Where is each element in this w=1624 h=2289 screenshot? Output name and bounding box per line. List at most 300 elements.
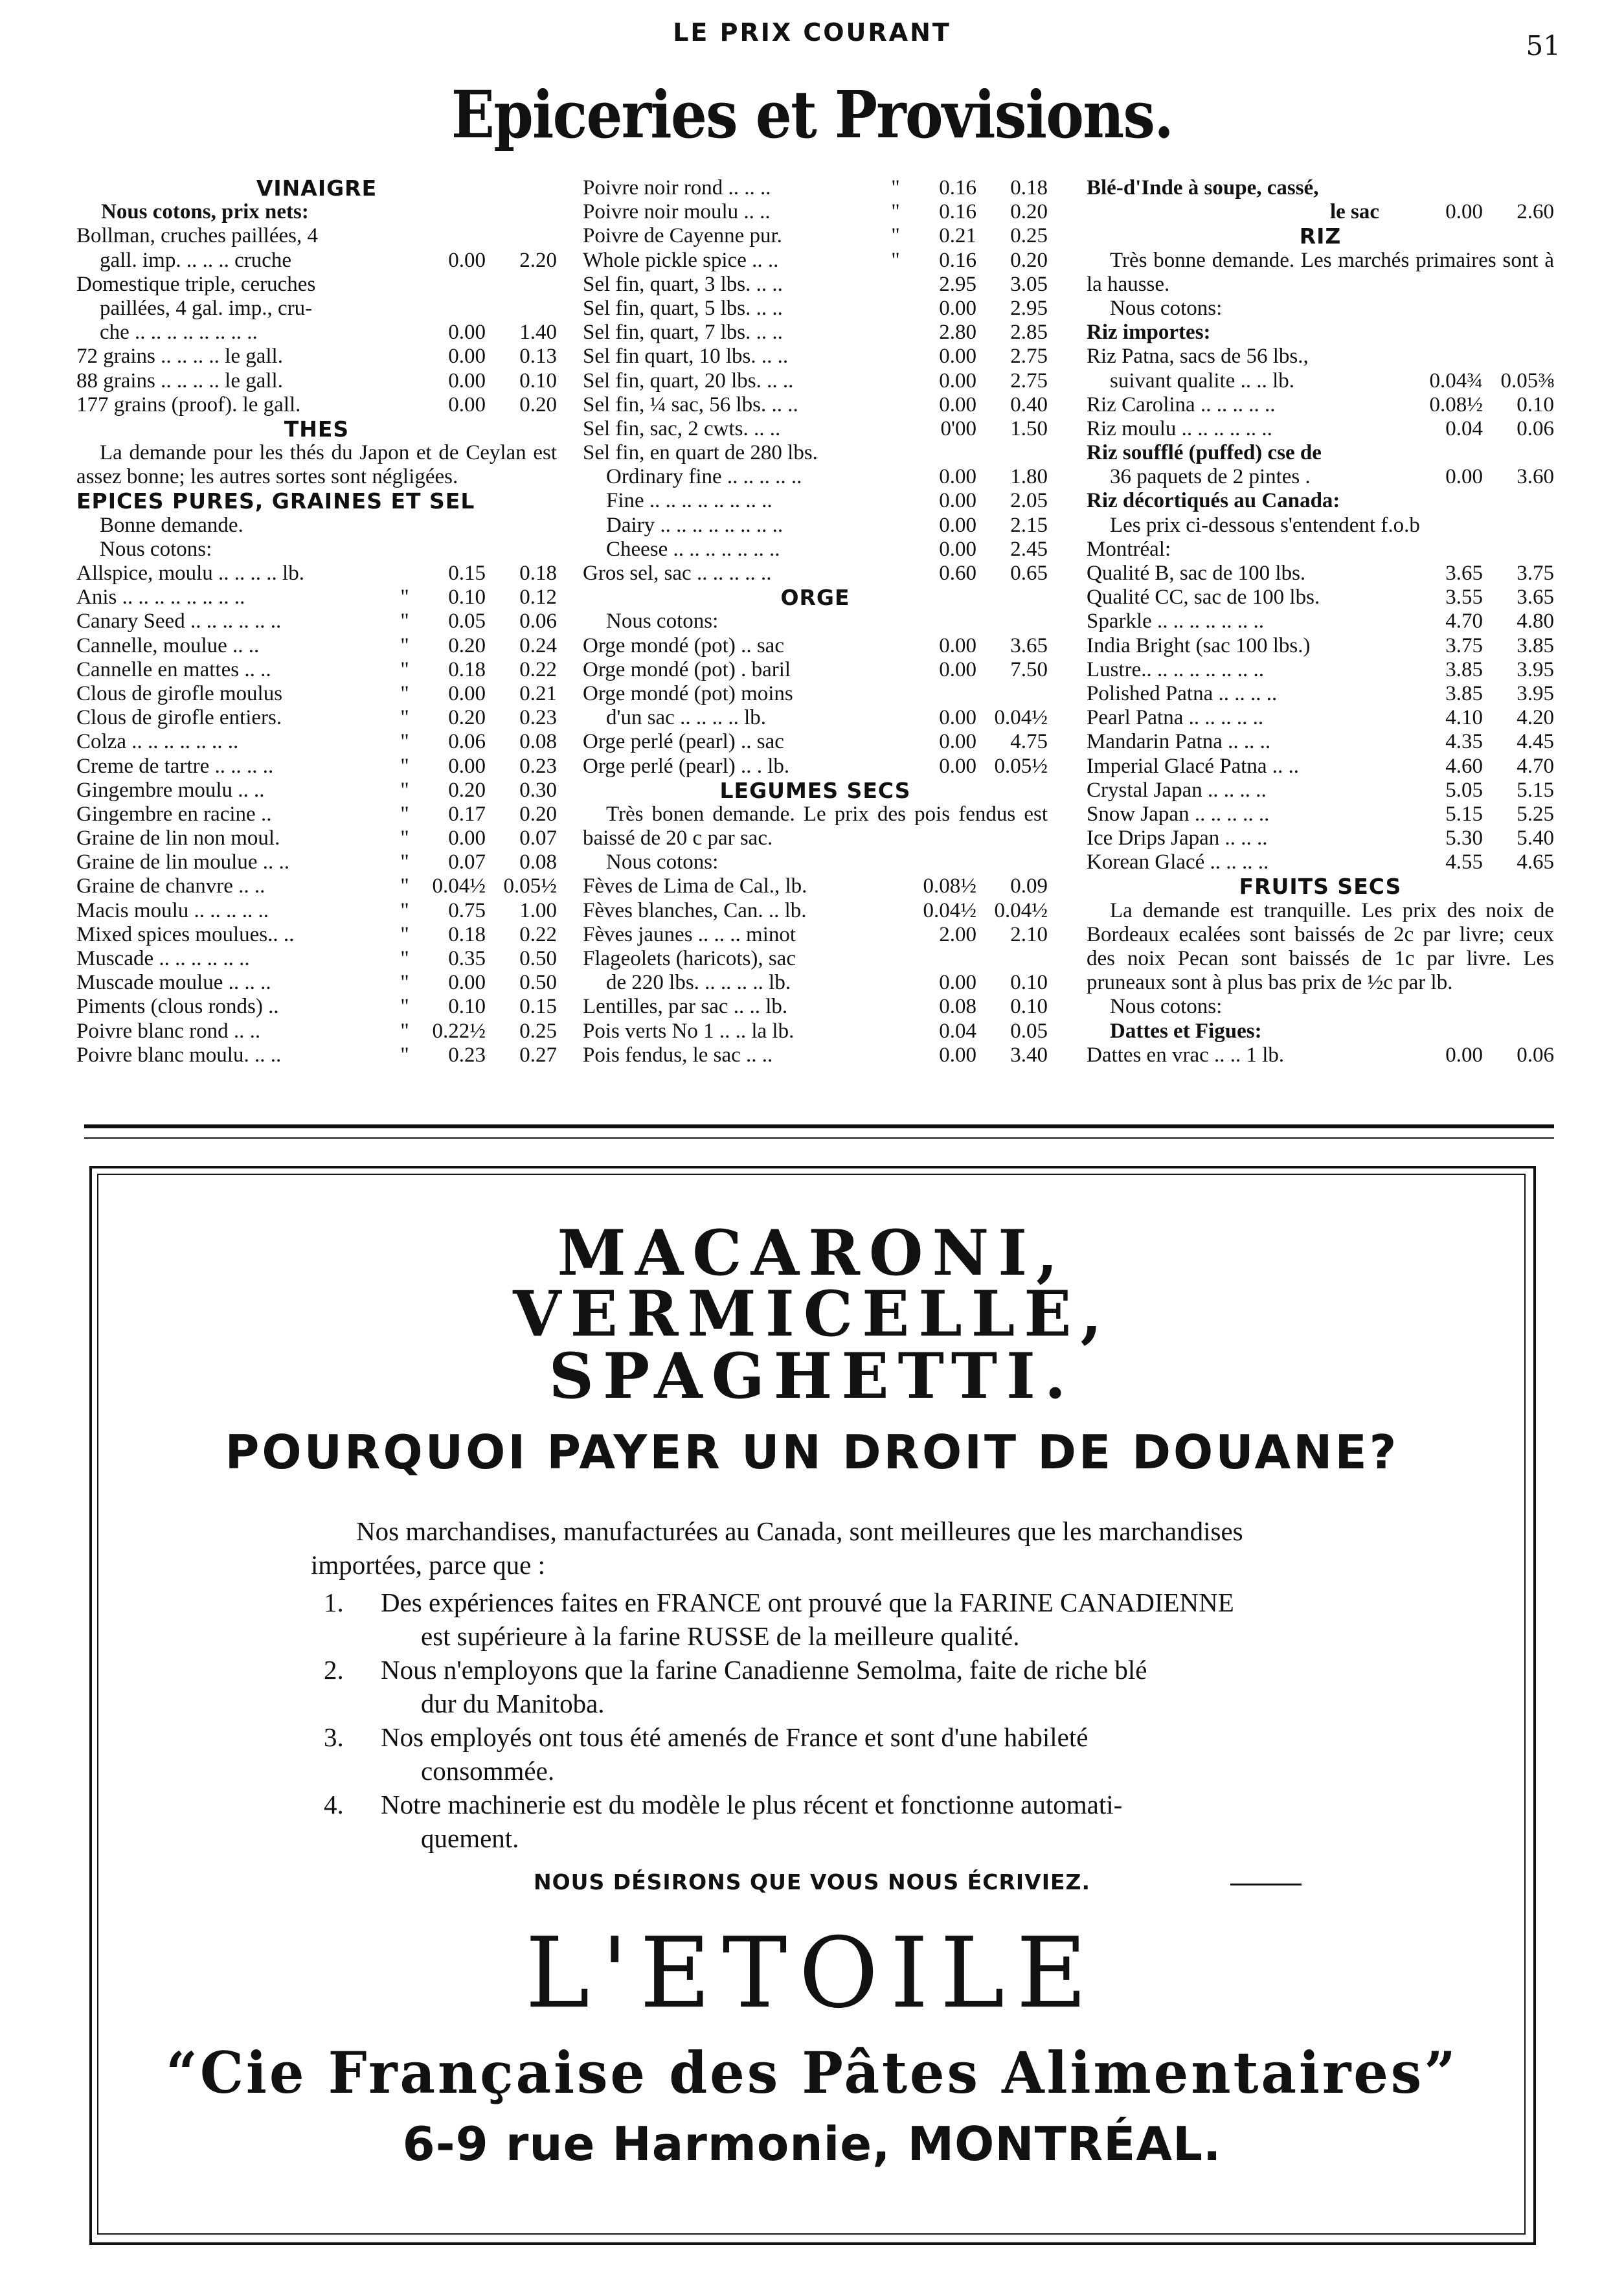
- price-high: 0.10: [1010, 995, 1048, 1019]
- item-name: Colza .. .. .. .. .. .. ..: [76, 730, 239, 754]
- item-name: Graine de chanvre .. ..: [76, 874, 265, 898]
- item-name: Mandarin Patna .. .. ..: [1087, 730, 1271, 754]
- price-high: 3.95: [1517, 657, 1554, 681]
- price-low: 0.10: [448, 995, 486, 1019]
- price-row: [583, 923, 1048, 947]
- price-high: 4.20: [1517, 706, 1554, 730]
- item-name: Crystal Japan .. .. .. ..: [1087, 778, 1267, 802]
- price-low: 0.00: [1445, 1043, 1483, 1067]
- price-high: 1.00: [519, 898, 557, 922]
- item-name: Sel fin, quart, 7 lbs. .. ..: [583, 321, 783, 345]
- price-row: [76, 995, 557, 1019]
- item-name: Lentilles, par sac .. .. lb.: [583, 995, 788, 1019]
- price-row: [1087, 586, 1554, 609]
- item-name: Dattes en vrac .. .. 1 lb.: [1087, 1043, 1285, 1067]
- price-high: 0.20: [1010, 248, 1048, 272]
- item-name: India Bright (sac 100 lbs.): [1087, 633, 1311, 657]
- item-name: Ordinary fine .. .. .. .. ..: [606, 465, 802, 489]
- price-low: 0.00: [1445, 465, 1483, 489]
- price-row: [1087, 417, 1554, 441]
- price-row: [583, 538, 1048, 562]
- price-low: 3.85: [1445, 681, 1483, 705]
- item-label-line: Riz Patna, sacs de 56 lbs.,: [1087, 345, 1309, 369]
- item-label-line: Nous cotons:: [1110, 995, 1223, 1019]
- item-name: Anis .. .. .. .. .. .. .. ..: [76, 586, 245, 609]
- price-low: 0.16: [939, 248, 976, 272]
- price-high: 3.05: [1010, 272, 1048, 296]
- item-name: Macis moulu .. .. .. .. ..: [76, 898, 269, 922]
- market-note: Très bonen demande. Le prix des pois fendus est baissé de 20 c par sac.: [583, 802, 1048, 850]
- item-name: 177 grains (proof). le gall.: [76, 393, 301, 416]
- price-high: 0.09: [1010, 874, 1048, 898]
- price-row: [76, 562, 557, 586]
- price-row: [1087, 634, 1554, 658]
- price-high: 4.45: [1517, 730, 1554, 754]
- price-high: 0.50: [519, 947, 557, 971]
- item-name: Canary Seed .. .. .. .. .. ..: [76, 609, 282, 633]
- item-name: Orge mondé (pot) . baril: [583, 657, 791, 681]
- item-label-line: Nous cotons:: [606, 609, 719, 633]
- section-heading: RIZ: [1299, 223, 1342, 249]
- item-name: Polished Patna .. .. .. ..: [1087, 681, 1278, 705]
- price-high: 0.65: [1010, 562, 1048, 585]
- price-high: 4.75: [1010, 730, 1048, 754]
- ad-item-number: 2.: [324, 1655, 344, 1685]
- ad-brand: L'ETOILE: [525, 1917, 1099, 2030]
- price-high: 0.18: [1010, 176, 1048, 199]
- item-name: Graine de lin moulue .. ..: [76, 850, 290, 874]
- ditto-mark: ": [400, 947, 409, 971]
- price-row: [76, 947, 557, 971]
- price-high: 0.06: [519, 609, 557, 633]
- price-row: [76, 779, 557, 803]
- ditto-mark: ": [891, 176, 900, 199]
- price-row: [583, 874, 1048, 898]
- price-high: 0.22: [519, 922, 557, 946]
- price-row: [583, 730, 1048, 754]
- price-low: 5.15: [1445, 802, 1483, 826]
- item-label-line: Riz soufflé (puffed) cse de: [1087, 441, 1322, 465]
- item-label-line: Bollman, cruches paillées, 4: [76, 224, 318, 248]
- ad-item-text-cont: dur du Manitoba.: [421, 1689, 605, 1718]
- ditto-mark: ": [400, 850, 409, 874]
- item-name: Clous de girofle entiers.: [76, 706, 282, 730]
- price-low: 0.00: [939, 1043, 976, 1067]
- item-name: Pois verts No 1 .. .. la lb.: [583, 1019, 795, 1043]
- price-row: [1087, 682, 1554, 706]
- ad-item: [324, 1653, 1308, 1720]
- price-low: 2.80: [939, 321, 976, 345]
- item-name: che .. .. .. .. .. .. .. ..: [100, 321, 258, 345]
- price-low: 0.04½: [432, 874, 486, 898]
- price-row: [1087, 803, 1554, 826]
- ditto-mark: ": [400, 995, 409, 1019]
- price-high: 0.25: [519, 1019, 557, 1043]
- price-low: 0.04: [939, 1019, 976, 1043]
- item-name: Orge perlé (pearl) .. . lb.: [583, 754, 790, 778]
- price-low: 0.00: [448, 971, 486, 995]
- item-name: 88 grains .. .. .. .. le gall.: [76, 369, 283, 393]
- price-low: 0.35: [448, 947, 486, 971]
- price-low: 5.05: [1445, 778, 1483, 802]
- ad-item-number: 4.: [324, 1790, 344, 1819]
- price-row: [76, 634, 557, 658]
- ad-write-us: NOUS DÉSIRONS QUE VOUS NOUS ÉCRIVIEZ.: [534, 1869, 1090, 1895]
- price-low: 0.00: [939, 513, 976, 537]
- price-row: [583, 489, 1048, 513]
- item-name: 36 paquets de 2 pintes .: [1110, 465, 1311, 489]
- price-high: 0.21: [519, 681, 557, 705]
- price-row: [76, 706, 557, 730]
- ad-address: 6-9 rue Harmonie, MONTRÉAL.: [402, 2117, 1222, 2171]
- item-name: Sparkle .. .. .. .. .. .. ..: [1087, 609, 1265, 633]
- ad-company: “Cie Française des Pâtes Alimentaires”: [166, 2039, 1458, 2106]
- price-row: [583, 417, 1048, 441]
- price-low: 0.22½: [432, 1019, 486, 1043]
- price-high: 0.22: [519, 657, 557, 681]
- ad-item-number: 3.: [324, 1722, 344, 1752]
- price-high: 3.65: [1517, 586, 1554, 609]
- price-row: [583, 755, 1048, 779]
- price-high: 2.85: [1010, 321, 1048, 345]
- price-high: 2.45: [1010, 537, 1048, 561]
- item-name: Whole pickle spice .. ..: [583, 248, 779, 272]
- price-low: 4.55: [1445, 850, 1483, 874]
- price-low: 4.60: [1445, 754, 1483, 778]
- price-row: [76, 971, 557, 995]
- price-high: 2.10: [1010, 922, 1048, 946]
- price-high: 0.20: [519, 802, 557, 826]
- item-label-line: Nous cotons:: [606, 850, 719, 874]
- price-high: 2.60: [1517, 200, 1554, 224]
- price-low: 0.05: [448, 609, 486, 633]
- ditto-mark: ": [400, 802, 409, 826]
- ad-dash: [1230, 1884, 1302, 1885]
- ad-item-text-cont: quement.: [421, 1823, 519, 1853]
- price-row: [76, 682, 557, 706]
- price-high: 0.05½: [503, 874, 557, 898]
- price-high: 0.08: [519, 850, 557, 874]
- item-name: Poivre noir moulu .. ..: [583, 200, 771, 224]
- price-high: 0.15: [519, 995, 557, 1019]
- price-low: 0.10: [448, 586, 486, 609]
- ditto-mark: ": [400, 730, 409, 754]
- item-name: Gingembre en racine ..: [76, 802, 272, 826]
- price-low: 0.00: [939, 537, 976, 561]
- ad-item-text: Nous n'employons que la farine Canadienne Semolma, faite de riche blé: [381, 1655, 1147, 1685]
- item-label-line: Nous cotons:: [100, 537, 212, 561]
- item-name: Fèves jaunes .. .. .. minot: [583, 922, 796, 946]
- price-low: 0.00: [448, 321, 486, 345]
- price-low: 0.20: [448, 706, 486, 730]
- price-high: 1.50: [1010, 416, 1048, 440]
- ditto-mark: ": [400, 971, 409, 995]
- price-row: [76, 658, 557, 682]
- price-column-2: [583, 176, 1048, 1067]
- price-high: 2.20: [519, 248, 557, 272]
- item-name: Korean Glacé .. .. .. ..: [1087, 850, 1269, 874]
- item-label-line: Riz importes:: [1087, 321, 1211, 345]
- price-low: 0.00: [939, 706, 976, 730]
- item-name: Riz moulu .. .. .. .. .. ..: [1087, 416, 1272, 440]
- item-label-line: Montréal:: [1087, 537, 1171, 561]
- price-row: [76, 321, 557, 345]
- ditto-mark: ": [400, 874, 409, 898]
- price-row: [1087, 755, 1554, 779]
- price-low: 0.00: [448, 681, 486, 705]
- price-row: [76, 369, 557, 393]
- price-row: [76, 345, 557, 369]
- price-high: 0.08: [519, 730, 557, 754]
- price-low: 5.30: [1445, 826, 1483, 850]
- price-high: 0.10: [1010, 971, 1048, 995]
- price-high: 2.75: [1010, 369, 1048, 393]
- price-high: 2.95: [1010, 296, 1048, 320]
- ad-item-text: Notre machinerie est du modèle le plus récent et fonctionne automati-: [381, 1790, 1123, 1819]
- price-high: 1.40: [519, 321, 557, 345]
- price-row: [583, 369, 1048, 393]
- ditto-mark: ": [400, 826, 409, 850]
- item-name: Creme de tartre .. .. .. ..: [76, 754, 274, 778]
- price-low: 3.75: [1445, 633, 1483, 657]
- price-low: 0.08: [939, 995, 976, 1019]
- price-row: [1087, 779, 1554, 803]
- price-row: [583, 273, 1048, 297]
- item-name: Poivre blanc rond .. ..: [76, 1019, 261, 1043]
- item-name: Fèves blanches, Can. .. lb.: [583, 898, 807, 922]
- price-high: 3.65: [1010, 633, 1048, 657]
- item-name: Fèves de Lima de Cal., lb.: [583, 874, 807, 898]
- price-row: [76, 755, 557, 779]
- ad-item: [324, 1788, 1308, 1855]
- price-row: [76, 874, 557, 898]
- ad-item: [324, 1586, 1308, 1653]
- price-row: [76, 899, 557, 923]
- ditto-mark: ": [891, 200, 900, 224]
- price-row: [76, 923, 557, 947]
- price-row: [583, 1019, 1048, 1043]
- price-row: [583, 514, 1048, 538]
- item-name: Ice Drips Japan .. .. ..: [1087, 826, 1268, 850]
- price-high: 0.20: [1010, 200, 1048, 224]
- price-high: 0.23: [519, 754, 557, 778]
- item-name: Qualité B, sac de 100 lbs.: [1087, 562, 1306, 586]
- item-name: Orge perlé (pearl) .. sac: [583, 730, 784, 754]
- section-heading: VINAIGRE: [256, 176, 378, 201]
- price-low: 4.10: [1445, 706, 1483, 730]
- item-name: Gingembre moulu .. ..: [76, 778, 265, 802]
- price-row: [583, 224, 1048, 248]
- price-row: [1087, 826, 1554, 850]
- price-row: [583, 658, 1048, 682]
- price-high: 0.10: [1517, 393, 1554, 416]
- price-row: [583, 249, 1048, 273]
- price-row: [1087, 562, 1554, 586]
- item-name: Cannelle, moulue .. ..: [76, 633, 260, 657]
- price-low: 2.95: [939, 272, 976, 296]
- price-row: [1087, 1043, 1554, 1067]
- price-row: [76, 1043, 557, 1067]
- price-low: 0.08½: [1429, 393, 1483, 416]
- price-high: 4.70: [1517, 754, 1554, 778]
- ditto-mark: ": [400, 609, 409, 633]
- item-name: Poivre blanc moulu. .. ..: [76, 1043, 282, 1067]
- item-name: Dairy .. .. .. .. .. .. .. ..: [606, 513, 784, 537]
- item-name: Cheese .. .. .. .. .. .. ..: [606, 537, 780, 561]
- ditto-mark: ": [400, 898, 409, 922]
- item-name: suivant qualite .. .. lb.: [1110, 369, 1295, 393]
- ad-item-text-cont: est supérieure à la farine RUSSE de la meilleure qualité.: [421, 1621, 1020, 1651]
- item-name: le sac: [1329, 200, 1379, 224]
- price-high: 0.05⅜: [1500, 369, 1554, 393]
- price-low: 0.00: [939, 369, 976, 393]
- item-label-line: Dattes et Figues:: [1110, 1019, 1262, 1043]
- section-heading: EPICES PURES, GRAINES ET SEL: [76, 488, 475, 514]
- price-low: 0.00: [939, 465, 976, 489]
- item-name: Sel fin, quart, 5 lbs. .. ..: [583, 296, 783, 320]
- price-high: 0.06: [1517, 1043, 1554, 1067]
- price-row: [583, 176, 1048, 200]
- price-high: 2.05: [1010, 489, 1048, 513]
- item-name: Sel fin quart, 10 lbs. .. ..: [583, 345, 789, 369]
- section-heading: LEGUMES SECS: [719, 777, 911, 803]
- price-low: 0.00: [939, 730, 976, 754]
- price-row: [1087, 706, 1554, 730]
- ditto-mark: ": [400, 754, 409, 778]
- item-name: gall. imp. .. .. .. cruche: [100, 248, 292, 272]
- price-high: 2.75: [1010, 345, 1048, 369]
- price-row: [583, 899, 1048, 923]
- price-low: 0.15: [448, 562, 486, 586]
- ditto-mark: ": [400, 706, 409, 730]
- price-low: 0.16: [939, 200, 976, 224]
- item-label-line: Riz décortiqués au Canada:: [1087, 489, 1340, 513]
- item-label-line: Flageolets (haricots), sac: [583, 947, 796, 971]
- item-name: Orge mondé (pot) .. sac: [583, 633, 784, 657]
- price-low: 0.04½: [923, 898, 976, 922]
- price-high: 0.50: [519, 971, 557, 995]
- price-high: 0.06: [1517, 416, 1554, 440]
- price-low: 2.00: [939, 922, 976, 946]
- price-high: 0.12: [519, 586, 557, 609]
- price-high: 7.50: [1010, 657, 1048, 681]
- price-row: [76, 1019, 557, 1043]
- price-high: 3.95: [1517, 681, 1554, 705]
- price-high: 5.40: [1517, 826, 1554, 850]
- price-low: 0.00: [939, 633, 976, 657]
- price-low: 0.18: [448, 922, 486, 946]
- item-label-line: Nous cotons:: [1110, 296, 1223, 320]
- item-label-line: Sel fin, en quart de 280 lbs.: [583, 441, 818, 465]
- price-high: 3.75: [1517, 562, 1554, 586]
- price-low: 0.17: [448, 802, 486, 826]
- price-low: 0.00: [448, 826, 486, 850]
- price-low: 0.23: [448, 1043, 486, 1067]
- price-low: 0.00: [448, 754, 486, 778]
- price-low: 0.07: [448, 850, 486, 874]
- price-low: 0.18: [448, 657, 486, 681]
- price-row: [1087, 369, 1554, 393]
- item-label-line: Blé-d'Inde à soupe, cassé,: [1087, 176, 1319, 199]
- section-heading: ORGE: [780, 585, 850, 611]
- ditto-mark: ": [400, 586, 409, 609]
- item-label-line: Les prix ci-dessous s'entendent f.o.b: [1110, 513, 1420, 537]
- section-divider: [84, 1124, 1554, 1128]
- price-high: 0.30: [519, 778, 557, 802]
- price-low: 4.35: [1445, 730, 1483, 754]
- ad-item-text-cont: consommée.: [421, 1756, 555, 1786]
- item-name: Mixed spices moulues.. ..: [76, 922, 295, 946]
- ad-product-macaroni: MACARONI,: [557, 1216, 1067, 1290]
- price-low: 0'00: [940, 416, 976, 440]
- ad-question: POURQUOI PAYER UN DROIT DE DOUANE?: [225, 1425, 1399, 1479]
- price-row: [583, 393, 1048, 417]
- price-row: [583, 200, 1048, 224]
- item-label-line: Bonne demande.: [100, 513, 243, 537]
- item-name: Sel fin, quart, 20 lbs. .. ..: [583, 369, 794, 393]
- price-low: 0.08½: [923, 874, 976, 898]
- item-name: Snow Japan .. .. .. .. ..: [1087, 802, 1270, 826]
- price-low: 0.20: [448, 633, 486, 657]
- ditto-mark: ": [891, 248, 900, 272]
- market-note: Très bonne demande. Les marchés primaires sont à la hausse.: [1087, 248, 1554, 296]
- price-column-1: [76, 176, 557, 1067]
- price-high: 0.04½: [994, 706, 1048, 730]
- price-row: [76, 393, 557, 417]
- ad-item-number: 1.: [324, 1588, 344, 1617]
- price-high: 0.05½: [994, 754, 1048, 778]
- price-row: [583, 1043, 1048, 1067]
- price-high: 0.25: [1010, 224, 1048, 248]
- price-high: 0.04½: [994, 898, 1048, 922]
- price-row: [1087, 200, 1554, 224]
- item-name: Clous de girofle moulus: [76, 681, 283, 705]
- price-low: 0.00: [939, 296, 976, 320]
- price-high: 5.25: [1517, 802, 1554, 826]
- item-name: Imperial Glacé Patna .. ..: [1087, 754, 1300, 778]
- price-low: 0.16: [939, 176, 976, 199]
- item-name: de 220 lbs. .. .. .. .. lb.: [606, 971, 791, 995]
- price-high: 2.15: [1010, 513, 1048, 537]
- item-name: Lustre.. .. .. .. .. .. .. ..: [1087, 657, 1265, 681]
- price-row: [76, 850, 557, 874]
- item-name: Qualité CC, sac de 100 lbs.: [1087, 586, 1320, 609]
- item-label-line: Orge mondé (pot) moins: [583, 681, 793, 705]
- item-name: Pois fendus, le sac .. ..: [583, 1043, 773, 1067]
- price-row: [583, 995, 1048, 1019]
- item-name: Riz Carolina .. .. .. .. ..: [1087, 393, 1276, 416]
- price-low: 0.00: [939, 971, 976, 995]
- item-label-line: Domestique triple, ceruches: [76, 272, 316, 296]
- ad-product-spaghetti: SPAGHETTI.: [548, 1339, 1076, 1413]
- price-high: 0.10: [519, 369, 557, 393]
- price-row: [583, 634, 1048, 658]
- price-row: [583, 465, 1048, 489]
- price-high: 1.80: [1010, 465, 1048, 489]
- price-low: 0.04¾: [1429, 369, 1483, 393]
- price-low: 3.85: [1445, 657, 1483, 681]
- ditto-mark: ": [400, 1043, 409, 1067]
- section-divider-thin: [84, 1137, 1554, 1139]
- item-name: Pearl Patna .. .. .. .. ..: [1087, 706, 1264, 730]
- price-row: [583, 321, 1048, 345]
- price-row: [1087, 609, 1554, 633]
- price-low: 0.00: [448, 248, 486, 272]
- page-number: 51: [1526, 30, 1561, 62]
- item-name: Poivre noir rond .. .. ..: [583, 176, 771, 199]
- price-low: 0.21: [939, 224, 976, 248]
- ditto-mark: ": [400, 681, 409, 705]
